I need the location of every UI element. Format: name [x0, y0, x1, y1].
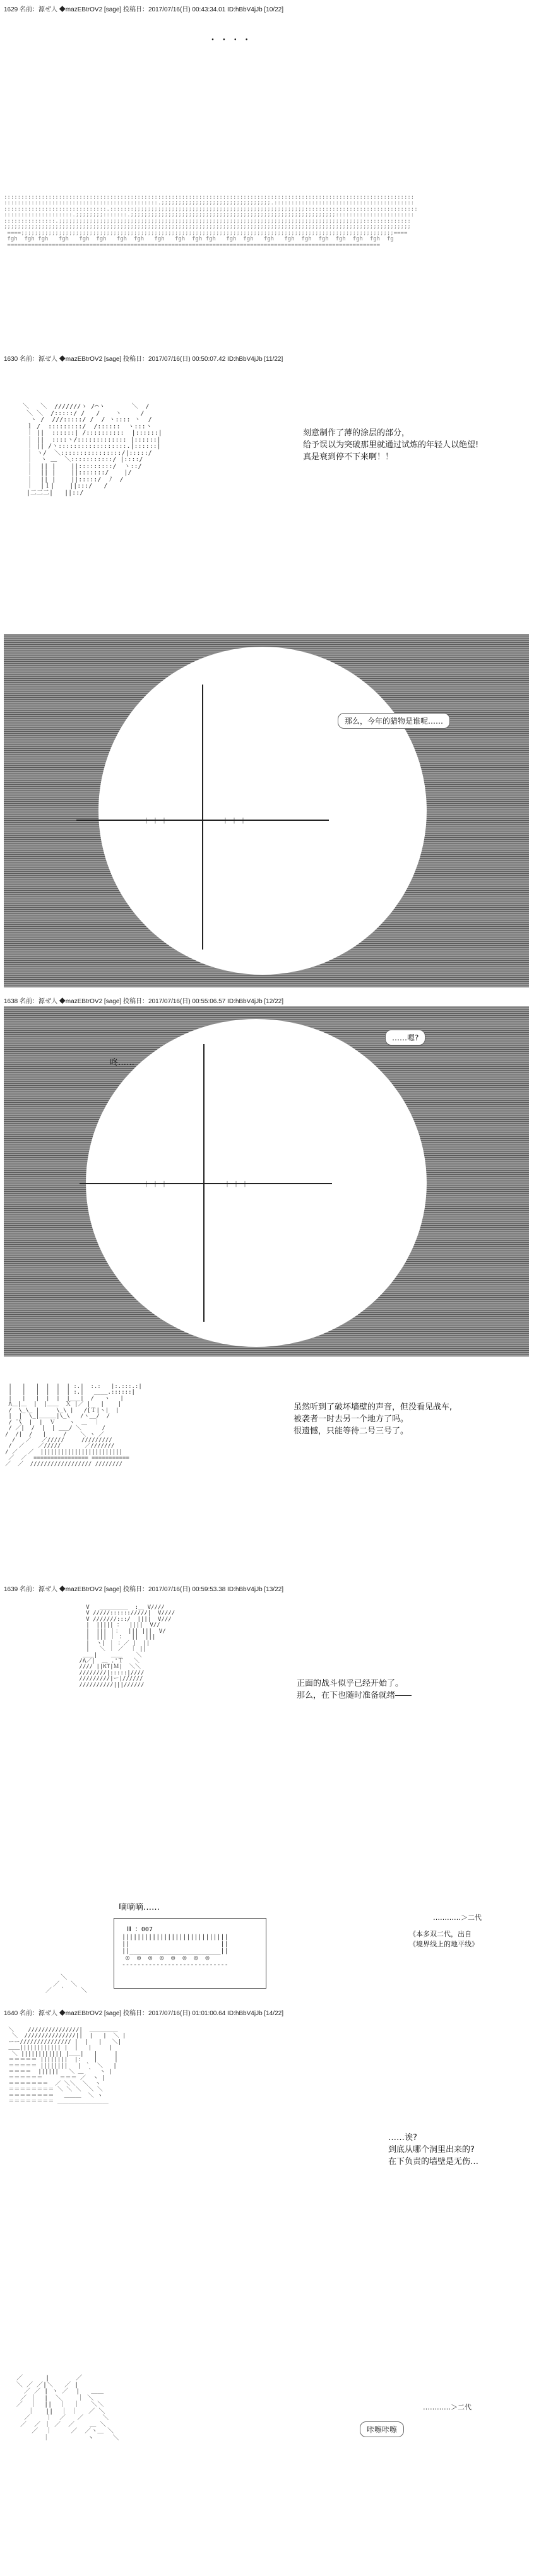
dialog-block: [297, 1678, 412, 1702]
crosshair-vertical: [203, 1044, 205, 1322]
dialog-line: 到底从哪个洞里出来的?: [388, 2144, 475, 2155]
scope-panel: [4, 634, 529, 987]
dialog-line: 很遗憾，只能等待二号三号了。: [294, 1426, 409, 1436]
scope-lens: [98, 647, 427, 975]
dialog-line: 真是衰到停不下来啊！！: [303, 452, 394, 462]
scope-panel: [4, 1006, 529, 1356]
ascii-art-character: ／ | ／ ＼ ／ ／|＼ ／ | ／ ／ | ヽ ／ | ＿＿ ／ ｜ | ＼ ｜ ＼ ／ ｜ || ｜ ｜ ＼＼ ｜ || ｜ ｜ ／ ＼ ／ ｜ ／ ／ ＼ ／ ／ ｜ ／ ／ ＿ ＼ ／ ｜ ／ ／ヽ＿ ＼ ｜ ヽ ＼: [16, 2375, 119, 2442]
crosshair-horizontal: [80, 1183, 332, 1184]
dialog-block: [303, 428, 478, 464]
post-header: 1629 名前：源ぜ人 ◆mazEBtrOV2 [sage] 投稿日：2017/07/16(日) 00:43:34.01 ID:hBbV4jJb [10/22]: [4, 6, 283, 13]
post-header: 1639 名前：源ぜ人 ◆mazEBtrOV2 [sage] 投稿日：2017/07/16(日) 00:59:53.38 ID:hBbV4jJb [13/22]: [4, 1586, 283, 1593]
dialog-line: 在下负责的墙壁是无伤…: [388, 2156, 479, 2167]
ascii-art-landscape: :::::::::::::::::::::::::::::::::::::::::::::::::::::::::::::::::::::::::::::::::::::::::::::::::::::::::::::::::::::::: :::::::::::::::::::::::::::::::::::::::::::::.;;;;;;;;;;;;;;;;;;;;;;;;;;;;;;;;.::::::::::::::::::::::::::::::::::::::::: ::::::::::::::::::::::::::::::.:::::::;;;;;;;;;;;;;;;;;;;;;;;;;;;;;;;;;;;;;;;;;;;;;;;;;;::::::::::::::::::::::::::::::::: ::::::::::::::::::::.;;;;;;;;:::::::.;;;;;;;;;;;;;;;;;;;;;;;;;;;;;;;;;;;;;;;;;;;;;;;;;;;;;;;;;;;;::::::::::::::::::::::: :::::::::::::::.;;;;;;;;;;;;;;;;;;;;;;;;;;;;;;;;;;;;;;;;;;;;;;;;;;;;;;;;;;;;;;;;;;;;;;;;;;;;;;;;;;;;;;;;;:::::::::::::: ;;;;;;;;;;;;;;;;;;;;;;;;;;;;;;;;;;;;;;;;;;;;;;;;;;;;;;;;;;;;;;;;;;;;;;;;;;;;;;;;;;;;;;;;;;;;;;;;;;;;;;;;;;;;;;;;;;;;;;; ====;;;;;;;;;;;;;;;;;;;;;;;;;;;;;;;;;;;;;;;;;;;;;;;;;;;;;;;;;;;;;;;;;;;;;;;;;;;;;;;;;;;;;;;;;;;;;;;;;;;;;;;;;;;;;==== fgh fgh fgh fgh fgh fgh fgh fgh fgh fgh fgh fgh fgh fgh fgh fgh fgh fgh fgh fgh fgh fg =============================================================================================================: [4, 194, 418, 249]
dialog-block: [294, 1402, 452, 1438]
dialog-block: [388, 2132, 478, 2168]
post-header: 1640 名前：源ぜ人 ◆mazEBtrOV2 [sage] 投稿日：2017/07/16(日) 01:01:00.64 ID:hBbV4jJb [14/22]: [4, 2010, 283, 2017]
tank-body: |||||||||||||||||||||||||||| || || ||________________________|| ◎ ◎ ◎ ◎ ◎ ◎ ◎ ◎ ----------------------------: [122, 1934, 228, 1968]
ascii-art-debris: ＼ ／ ＼ ／ ｀ ＼: [45, 1974, 88, 1994]
crosshair-ticks: ＋＋＋: [223, 1180, 251, 1189]
post-header: 1638 名前：源ぜ人 ◆mazEBtrOV2 [sage] 投稿日：2017/07/16(日) 00:55:06.57 ID:hBbV4jJb [12/22]: [4, 998, 283, 1005]
aside-text: …………＞二代: [433, 1914, 482, 1922]
inner-text: 咚……: [110, 1058, 135, 1067]
dialog-line: 被袭者一时去另一个地方了吗。: [294, 1414, 409, 1424]
speech-bubble: 咔嚓咔嚓: [360, 2421, 404, 2437]
footnote-line: 《本多双二代，出自: [409, 1930, 472, 1938]
dialog-line: 刻意制作了薄的涂层的部分，: [303, 428, 410, 438]
dialog-line: 那么，在下也随时准备就绪――: [297, 1690, 412, 1700]
tank-label: Ⅲ ：007: [127, 1926, 153, 1933]
ascii-art-character: ＼ ///////////////| ＿＿＿＿＿ ＼ ///////////////|| | | ＼ | ーー/////////////// | | | ＼| ＿＿|||||||||||| | | | | ＼ |||||||||||| |＿＿| | | ＝＝＝＝＝ |||||||| |： | | ＝＝＝＝＝ |||||||| | ｀ ＼ | ＝＝＝＝ |||||| ＼ ＿ ｀ ヽ | ＝＝＝＝＝＝ ＝＝＝ ／ ヽ | ＝＝＝＝＝＝＝ ／ ＼＼ ＼ ヽ ＝＝＝＝＝＝＝＝ ＼ ＼ ＼ ＼ ＼ ＝＝＝＝＝＝＝＝ ＿＿＿ ＼ ヽ ＝＝＝＝＝＝＝＝ ＿＿＿＿＿＿＿＿＿: [8, 2027, 126, 2105]
speech-bubble: 那么，今年的猎物是谁呢……: [338, 713, 450, 729]
dialog-line: 虽然听到了破坏墙壁的声音，但没看见战车,: [294, 1403, 453, 1412]
ellipsis-dots: ・ ・ ・ ・: [208, 35, 251, 45]
ascii-art-character: V ＿＿＿＿＿ :＿ V//// V /////:::::://///| V//// V ///////:::/ |||| V/// | ||||| ： |||| V// | ||| ｜： ||| ||| V/ | ||| ｜ ： || ||| | ヽ| ｜ ：／ | || | ＼ ｜ ／ ｜ || ＿＿| ＿＿ ＼ /Λ／| ＿ .'Ｔ ＼ //// ||KT|Ｍ| ＼＼ ////////|:::::|//// /////////|ー|////// //////////|||//////: [79, 1604, 175, 1688]
crosshair-ticks: ＋＋＋: [222, 816, 249, 825]
ascii-art-character: ＼ ＼ ///////ゝ /⌒ヽ ＼ / ＼ ＼ /:::::/ / / ヽ / ヽ / ///:::::/ / / ヽ:::: ヽ / ｌ / :::::::::/ /:::::: ヽ:::ヽ ｜ || ::::::| /:::::::::: |::::::| ｜ || ::::ヽ/::::::::::::: |::::::| ｜ || /ヽ::::::::::::::::::.|::::::| ｜ ヽ/ ＼::::::::::::::::/|:::::/ ｜ ヽ ＿ ＼:::::::::::/ |::::/ ｜ || | ||:::::::::/ ヽ::/ ｜ || | ||:::::::/ |/ ｜ || | ||:::::/ ﾉ / ｜ |ｌ| ||:::/ / |二二二| ||::/: [23, 403, 162, 497]
aside-text: …………＞二代: [423, 2403, 472, 2411]
dialog-line: ……诶?: [388, 2133, 417, 2143]
speech-bubble: ……嗯?: [385, 1030, 425, 1045]
ascii-art-tanks: | | | | | | :.| :.: |:.:::.:| | | | | | | :.| ____.::::::| | | | | | |___| / ヽ | Λ＿|＿ | |＿＿ Ｘ |／ | | | / \_\_ | \_\ | /[Ｔ|ヽ| | | | \_|＿＿＿|\_\ /ヽ__/ / / ̄ ̄\ | | Ｖ ヽ ＿ ｜ / ／| / | | ___/ ＼ / / /| / | / ＼ ヽ ／ / ／ ／///// ///////// / ／ ／///// ／/////// / ／ ／ |||||||||||||||||||||||| ／ ／ ================ =========== ／ ／ ////////////////// ////////: [5, 1384, 142, 1467]
dialog-line: 给予误以为突破那里就通过试炼的年轻人以绝望!: [303, 440, 479, 450]
sound-effect: 嘀嘀嘀……: [119, 1903, 160, 1912]
footnote-line: 《境界线上的地平线》: [409, 1939, 478, 1948]
crosshair-ticks: ＋＋＋: [143, 1180, 170, 1189]
dialog-line: 正面的战斗似乎已经开始了。: [297, 1679, 404, 1688]
post-header: 1630 名前：源ぜ人 ◆mazEBtrOV2 [sage] 投稿日：2017/07/16(日) 00:50:07.42 ID:hBbV4jJb [11/22]: [4, 356, 283, 363]
footnote: [409, 1929, 478, 1950]
crosshair-ticks: ＋＋＋: [143, 816, 170, 825]
crosshair-vertical: [202, 685, 203, 950]
tank-illustration: [114, 1918, 266, 1989]
